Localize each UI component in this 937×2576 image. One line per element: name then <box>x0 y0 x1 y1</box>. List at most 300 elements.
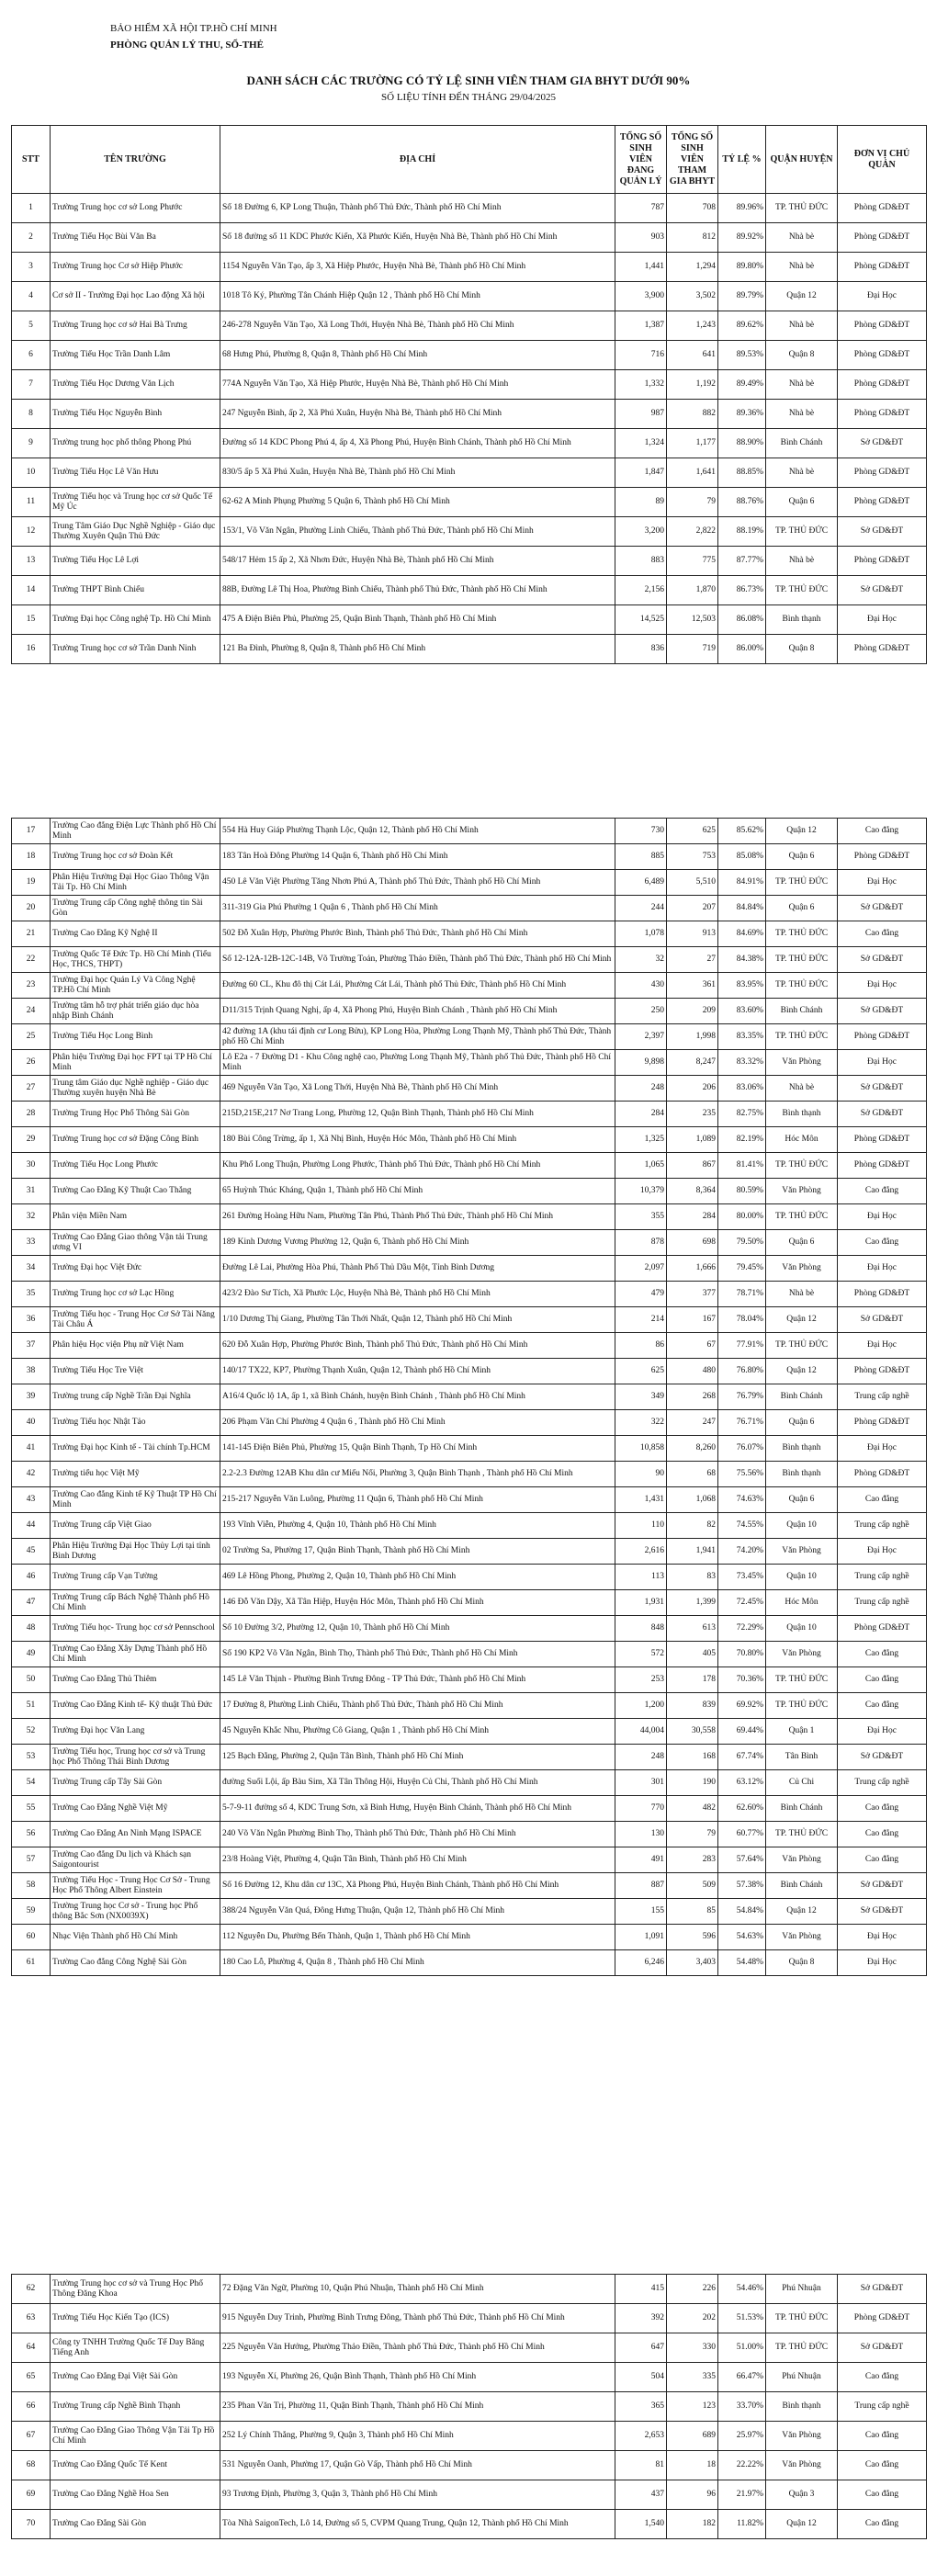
students-enrolled: 330 <box>667 2333 718 2363</box>
header-name: TÊN TRƯỜNG <box>51 126 220 194</box>
school-address: D11/315 Trịnh Quang Nghị, ấp 4, Xã Phong Phú, Huyện Bình Chánh , Thành phố Hồ Chí Minh <box>220 999 615 1024</box>
school-name: Trường Cao Đẳng Kinh tế- Kỹ thuật Thủ Đức <box>51 1693 220 1719</box>
district: Quận 12 <box>766 1899 838 1925</box>
header-unit: ĐƠN VỊ CHỦ QUẢN <box>838 126 927 194</box>
students-managed: 248 <box>615 1076 667 1102</box>
school-name: Trường Trung học cơ sở Đoàn Kết <box>51 844 220 870</box>
row-stt: 32 <box>12 1204 51 1230</box>
school-name: Trường trung cấp Nghề Trần Đại Nghĩa <box>51 1384 220 1410</box>
header-address: ĐỊA CHỈ <box>220 126 615 194</box>
students-enrolled: 641 <box>667 341 718 370</box>
students-managed: 887 <box>615 1873 667 1899</box>
school-address: 02 Trường Sa, Phường 17, Quận Bình Thạnh, Thành phố Hồ Chí Minh <box>220 1539 615 1565</box>
table-row <box>12 2392 927 2422</box>
district: Bình thạnh <box>766 2392 838 2422</box>
participation-rate: 57.38% <box>718 1873 766 1899</box>
school-name: Trường Tiểu Học Trần Danh Lâm <box>51 341 220 370</box>
managing-unit: Cao đẳng <box>838 819 927 844</box>
students-managed: 32 <box>615 947 667 973</box>
row-stt: 69 <box>12 2480 51 2510</box>
district: Văn Phòng <box>766 1256 838 1282</box>
row-stt: 34 <box>12 1256 51 1282</box>
school-address: 225 Nguyễn Văn Hưởng, Phường Thảo Điền, Thành phố Thủ Đức, Thành phố Hồ Chí Minh <box>220 2333 615 2363</box>
table-row <box>12 1076 927 1102</box>
row-stt: 25 <box>12 1024 51 1050</box>
students-managed: 2,653 <box>615 2422 667 2451</box>
school-address: 235 Phan Văn Trị, Phường 11, Quận Bình Thạnh, Thành phố Hồ Chí Minh <box>220 2392 615 2422</box>
students-enrolled: 202 <box>667 2304 718 2333</box>
schools-table-end <box>11 2274 927 2539</box>
row-stt: 16 <box>12 635 51 664</box>
managing-unit: Đại Học <box>838 1719 927 1745</box>
managing-unit: Trung cấp nghề <box>838 1384 927 1410</box>
students-managed: 716 <box>615 341 667 370</box>
school-address: 5-7-9-11 đường số 4, KDC Trung Sơn, xã Bình Hưng, Huyện Bình Chánh, Thành phố Hồ Chí Minh <box>220 1796 615 1822</box>
school-name: Trung tâm Giáo dục Nghề nghiệp - Giáo dục Thường xuyên huyện Nhà Bè <box>51 1076 220 1102</box>
row-stt: 10 <box>12 458 51 488</box>
managing-unit: Đại Học <box>838 1539 927 1565</box>
students-enrolled: 1,941 <box>667 1539 718 1565</box>
table-header <box>12 126 927 194</box>
students-enrolled: 79 <box>667 488 718 517</box>
district: TP. THỦ ĐỨC <box>766 870 838 896</box>
managing-unit: Cao đẳng <box>838 921 927 947</box>
students-enrolled: 913 <box>667 921 718 947</box>
participation-rate: 83.35% <box>718 1024 766 1050</box>
managing-unit: Đại Học <box>838 605 927 635</box>
table-row <box>12 605 927 635</box>
students-enrolled: 753 <box>667 844 718 870</box>
students-managed: 10,379 <box>615 1179 667 1204</box>
table-row <box>12 2422 927 2451</box>
participation-rate: 74.20% <box>718 1539 766 1565</box>
students-enrolled: 698 <box>667 1230 718 1256</box>
students-enrolled: 182 <box>667 2510 718 2539</box>
table-row <box>12 223 927 253</box>
students-managed: 113 <box>615 1565 667 1590</box>
students-managed: 322 <box>615 1410 667 1436</box>
participation-rate: 89.49% <box>718 370 766 400</box>
managing-unit: Trung cấp nghề <box>838 1565 927 1590</box>
table-row <box>12 1847 927 1873</box>
participation-rate: 57.64% <box>718 1847 766 1873</box>
students-managed: 1,540 <box>615 2510 667 2539</box>
managing-unit: Phòng GD&ĐT <box>838 458 927 488</box>
table-row <box>12 1770 927 1796</box>
row-stt: 53 <box>12 1745 51 1770</box>
participation-rate: 89.62% <box>718 311 766 341</box>
students-managed: 903 <box>615 223 667 253</box>
school-name: Trường Tiểu Học Tre Việt <box>51 1359 220 1384</box>
school-address: 93 Trương Định, Phường 3, Quận 3, Thành phố Hồ Chí Minh <box>220 2480 615 2510</box>
students-managed: 1,091 <box>615 1925 667 1950</box>
students-enrolled: 1,192 <box>667 370 718 400</box>
participation-rate: 11.82% <box>718 2510 766 2539</box>
district: Phú Nhuận <box>766 2275 838 2304</box>
students-enrolled: 168 <box>667 1745 718 1770</box>
students-enrolled: 235 <box>667 1102 718 1127</box>
students-enrolled: 2,822 <box>667 517 718 547</box>
students-enrolled: 405 <box>667 1642 718 1667</box>
students-enrolled: 1,089 <box>667 1127 718 1153</box>
school-name: Trường tâm hỗ trợ phát triển giáo dục hòa nhập Bình Chánh <box>51 999 220 1024</box>
school-address: 112 Nguyễn Du, Phường Bến Thành, Quận 1, Thành phố Hồ Chí Minh <box>220 1925 615 1950</box>
school-address: 502 Đỗ Xuân Hợp, Phường Phước Bình, Thành phố Thủ Đức, Thành phố Hồ Chí Minh <box>220 921 615 947</box>
school-address: 180 Cao Lỗ, Phường 4, Quận 8 , Thành phố Hồ Chí Minh <box>220 1950 615 1976</box>
table-row <box>12 1873 927 1899</box>
table-row <box>12 253 927 282</box>
district: Bình Chánh <box>766 429 838 458</box>
managing-unit: Cao đẳng <box>838 2510 927 2539</box>
school-name: Trường Đại học Kinh tế - Tài chính Tp.HCM <box>51 1436 220 1462</box>
students-enrolled: 83 <box>667 1565 718 1590</box>
district: Quận 6 <box>766 844 838 870</box>
managing-unit: Phòng GD&ĐT <box>838 1616 927 1642</box>
students-managed: 250 <box>615 999 667 1024</box>
managing-unit: Cao đẳng <box>838 2451 927 2480</box>
header-enrolled: TỔNG SỐ SINH VIÊN THAM GIA BHYT <box>667 126 718 194</box>
managing-unit: Cao đẳng <box>838 2422 927 2451</box>
students-managed: 81 <box>615 2451 667 2480</box>
students-enrolled: 1,870 <box>667 576 718 605</box>
school-address: Số 190 KP2 Võ Văn Ngân, Bình Thọ, Thành phố Thủ Đức, Thành phố Hồ Chí Minh <box>220 1642 615 1667</box>
students-enrolled: 613 <box>667 1616 718 1642</box>
table-row <box>12 1462 927 1487</box>
students-managed: 572 <box>615 1642 667 1667</box>
school-address: 548/17 Hẻm 15 ấp 2, Xã Nhơn Đức, Huyện Nhà Bè, Thành phố Hồ Chí Minh <box>220 547 615 576</box>
district: Văn Phòng <box>766 1642 838 1667</box>
table-row <box>12 947 927 973</box>
students-enrolled: 867 <box>667 1153 718 1179</box>
participation-rate: 82.19% <box>718 1127 766 1153</box>
table-row <box>12 517 927 547</box>
school-address: 153/1, Võ Văn Ngân, Phường Linh Chiểu, Thành phố Thủ Đức, Thành phố Hồ Chí Minh <box>220 517 615 547</box>
school-address: 423/2 Đào Sư Tích, Xã Phước Lộc, Huyện Nhà Bè, Thành phố Hồ Chí Minh <box>220 1282 615 1307</box>
school-address: 388/24 Nguyễn Văn Quá, Đông Hưng Thuận, Quận 12, Thành phố Hồ Chí Minh <box>220 1899 615 1925</box>
table-row <box>12 1667 927 1693</box>
managing-unit: Sở GD&ĐT <box>838 429 927 458</box>
students-enrolled: 1,068 <box>667 1487 718 1513</box>
school-address: Số 18 Đường 6, KP Long Thuận, Thành phố Thủ Đức, Thành phố Hồ Chí Minh <box>220 194 615 223</box>
school-name: Trường Cao Đẳng Kỹ Nghệ II <box>51 921 220 947</box>
students-managed: 14,525 <box>615 605 667 635</box>
managing-unit: Phòng GD&ĐT <box>838 311 927 341</box>
participation-rate: 89.79% <box>718 282 766 311</box>
district: Văn Phòng <box>766 2422 838 2451</box>
schools-table-continued <box>11 818 927 1976</box>
school-address: 145 Lê Văn Thịnh - Phường Bình Trưng Đông - TP Thủ Đức, Thành phố Hồ Chí Minh <box>220 1667 615 1693</box>
district: TP. THỦ ĐỨC <box>766 194 838 223</box>
participation-rate: 89.80% <box>718 253 766 282</box>
managing-unit: Trung cấp nghề <box>838 1513 927 1539</box>
table-row <box>12 1719 927 1745</box>
district: Nhà bè <box>766 223 838 253</box>
header-district: QUẬN HUYỆN <box>766 126 838 194</box>
table-row <box>12 1256 927 1282</box>
students-managed: 1,431 <box>615 1487 667 1513</box>
table-row <box>12 1513 927 1539</box>
table-row <box>12 2333 927 2363</box>
participation-rate: 33.70% <box>718 2392 766 2422</box>
school-name: Trường Cao đẳng Kinh tế Kỹ Thuật TP Hồ Chí Minh <box>51 1487 220 1513</box>
school-name: Trường Cao Đẳng Sài Gòn <box>51 2510 220 2539</box>
district: Phú Nhuận <box>766 2363 838 2392</box>
school-address: 23/8 Hoàng Việt, Phường 4, Quận Tân Bình, Thành phố Hồ Chí Minh <box>220 1847 615 1873</box>
row-stt: 49 <box>12 1642 51 1667</box>
managing-unit: Phòng GD&ĐT <box>838 1282 927 1307</box>
managing-unit: Đại Học <box>838 282 927 311</box>
students-managed: 883 <box>615 547 667 576</box>
table-row <box>12 2304 927 2333</box>
participation-rate: 88.19% <box>718 517 766 547</box>
row-stt: 22 <box>12 947 51 973</box>
managing-unit: Sở GD&ĐT <box>838 1307 927 1333</box>
students-enrolled: 482 <box>667 1796 718 1822</box>
district: TP. THỦ ĐỨC <box>766 1333 838 1359</box>
students-enrolled: 509 <box>667 1873 718 1899</box>
students-enrolled: 625 <box>667 819 718 844</box>
district: Quận 6 <box>766 1487 838 1513</box>
row-stt: 68 <box>12 2451 51 2480</box>
school-name: Trường Tiểu Học Long Bình <box>51 1024 220 1050</box>
managing-unit: Sở GD&ĐT <box>838 1102 927 1127</box>
table-row <box>12 2480 927 2510</box>
school-name: Trường trung học phổ thông Phong Phú <box>51 429 220 458</box>
school-name: Trường Trung học cơ sở Hai Bà Trưng <box>51 311 220 341</box>
school-address: Số 18 đường số 11 KDC Phước Kiển, Xã Phước Kiển, Huyện Nhà Bè, Thành phố Hồ Chí Minh <box>220 223 615 253</box>
table-row <box>12 1796 927 1822</box>
row-stt: 18 <box>12 844 51 870</box>
managing-unit: Phòng GD&ĐT <box>838 400 927 429</box>
school-name: Cơ sở II - Trường Đại học Lao động Xã hội <box>51 282 220 311</box>
school-address: 215D,215E,217 Nơ Trang Long, Phường 12, Quận Bình Thạnh, Thành phố Hồ Chí Minh <box>220 1102 615 1127</box>
students-enrolled: 8,364 <box>667 1179 718 1204</box>
participation-rate: 69.92% <box>718 1693 766 1719</box>
participation-rate: 84.69% <box>718 921 766 947</box>
participation-rate: 76.07% <box>718 1436 766 1462</box>
row-stt: 47 <box>12 1590 51 1616</box>
school-address: 193 Nguyễn Xí, Phường 26, Quận Bình Thạnh, Thành phố Hồ Chí Minh <box>220 2363 615 2392</box>
managing-unit: Cao đẳng <box>838 1642 927 1667</box>
students-enrolled: 1,998 <box>667 1024 718 1050</box>
table-row <box>12 1822 927 1847</box>
school-address: Số 16 Đường 12, Khu dân cư 13C, Xã Phong Phú, Huyện Bình Chánh, Thành phố Hồ Chí Minh <box>220 1873 615 1899</box>
page-gap <box>0 1984 937 2255</box>
district: Hóc Môn <box>766 1590 838 1616</box>
managing-unit: Sở GD&ĐT <box>838 999 927 1024</box>
school-address: 146 Đỗ Văn Dậy, Xã Tân Hiệp, Huyện Hóc Môn, Thành phố Hồ Chí Minh <box>220 1590 615 1616</box>
students-enrolled: 839 <box>667 1693 718 1719</box>
participation-rate: 80.00% <box>718 1204 766 1230</box>
row-stt: 54 <box>12 1770 51 1796</box>
district: Bình thạnh <box>766 1436 838 1462</box>
managing-unit: Phòng GD&ĐT <box>838 1359 927 1384</box>
row-stt: 8 <box>12 400 51 429</box>
school-address: Đường Lê Lai, Phường Hòa Phú, Thành Phố Thủ Dầu Một, Tỉnh Bình Dương <box>220 1256 615 1282</box>
school-name: Trường Tiểu Học Long Phước <box>51 1153 220 1179</box>
school-name: Trường Cao Đẳng Thủ Thiêm <box>51 1667 220 1693</box>
school-address: 68 Hưng Phú, Phường 8, Quận 8, Thành phố Hồ Chí Minh <box>220 341 615 370</box>
district: Quận 10 <box>766 1565 838 1590</box>
students-managed: 2,097 <box>615 1256 667 1282</box>
district: Quận 8 <box>766 1950 838 1976</box>
school-name: Trường Trung cấp Công nghệ thông tin Sài Gòn <box>51 896 220 921</box>
students-enrolled: 30,558 <box>667 1719 718 1745</box>
participation-rate: 89.92% <box>718 223 766 253</box>
school-address: 1018 Tô Ký, Phường Tân Chánh Hiệp Quận 12 , Thành phố Hồ Chí Minh <box>220 282 615 311</box>
district: TP. THỦ ĐỨC <box>766 2304 838 2333</box>
participation-rate: 78.04% <box>718 1307 766 1333</box>
students-managed: 3,900 <box>615 282 667 311</box>
students-managed: 392 <box>615 2304 667 2333</box>
managing-unit: Phòng GD&ĐT <box>838 1024 927 1050</box>
school-address: 554 Hà Huy Giáp Phường Thạnh Lộc, Quận 12, Thành phố Hồ Chí Minh <box>220 819 615 844</box>
row-stt: 23 <box>12 973 51 999</box>
district: Nhà bè <box>766 1076 838 1102</box>
managing-unit: Sở GD&ĐT <box>838 1873 927 1899</box>
school-name: Trường Trung học cơ sở Long Phước <box>51 194 220 223</box>
row-stt: 57 <box>12 1847 51 1873</box>
students-managed: 1,078 <box>615 921 667 947</box>
school-address: Đường 60 CL, Khu đô thị Cát Lái, Phường Cát Lái, Thành phố Thủ Đức, Thành phố Hồ Chí Minh <box>220 973 615 999</box>
students-managed: 214 <box>615 1307 667 1333</box>
table-row <box>12 488 927 517</box>
school-name: Trường THPT Bình Chiểu <box>51 576 220 605</box>
participation-rate: 83.32% <box>718 1050 766 1076</box>
row-stt: 4 <box>12 282 51 311</box>
students-managed: 110 <box>615 1513 667 1539</box>
table-row <box>12 1950 927 1976</box>
students-enrolled: 82 <box>667 1513 718 1539</box>
district: Quận 6 <box>766 896 838 921</box>
participation-rate: 83.60% <box>718 999 766 1024</box>
school-name: Trường Cao đẳng Du lịch và Khách sạn Saigontourist <box>51 1847 220 1873</box>
managing-unit: Sở GD&ĐT <box>838 576 927 605</box>
school-name: Phân hiệu Trường Đại học FPT tại TP Hồ Chí Minh <box>51 1050 220 1076</box>
managing-unit: Trung cấp nghề <box>838 1770 927 1796</box>
district: Nhà bè <box>766 311 838 341</box>
district: Quận 12 <box>766 819 838 844</box>
school-address: 140/17 TX22, KP7, Phường Thạnh Xuân, Quận 12, Thành phố Hồ Chí Minh <box>220 1359 615 1384</box>
row-stt: 44 <box>12 1513 51 1539</box>
table-row <box>12 973 927 999</box>
row-stt: 33 <box>12 1230 51 1256</box>
participation-rate: 72.29% <box>718 1616 766 1642</box>
district: Nhà bè <box>766 400 838 429</box>
district: Bình Chánh <box>766 999 838 1024</box>
row-stt: 13 <box>12 547 51 576</box>
students-enrolled: 207 <box>667 896 718 921</box>
students-managed: 9,898 <box>615 1050 667 1076</box>
school-address: 469 Nguyễn Văn Tạo, Xã Long Thới, Huyện Nhà Bè, Thành phố Hồ Chí Minh <box>220 1076 615 1102</box>
students-managed: 6,246 <box>615 1950 667 1976</box>
school-name: Trường Tiểu học và Trung học cơ sở Quốc Tế Mỹ Úc <box>51 488 220 517</box>
table-row <box>12 1899 927 1925</box>
district: Văn Phòng <box>766 1179 838 1204</box>
students-managed: 430 <box>615 973 667 999</box>
school-name: Trường Trung cấp Việt Giao <box>51 1513 220 1539</box>
district: Quận 10 <box>766 1616 838 1642</box>
students-managed: 89 <box>615 488 667 517</box>
participation-rate: 21.97% <box>718 2480 766 2510</box>
school-name: Trường Tiểu Học - Trung Học Cơ Sở - Trung Học Phổ Thông Albert Einstein <box>51 1873 220 1899</box>
school-address: 65 Huỳnh Thúc Kháng, Quận 1, Thành phố Hồ Chí Minh <box>220 1179 615 1204</box>
students-managed: 6,489 <box>615 870 667 896</box>
students-enrolled: 3,403 <box>667 1950 718 1976</box>
school-address: 141-145 Điện Biên Phủ, Phường 15, Quận Bình Thạnh, Tp Hồ Chí Minh <box>220 1436 615 1462</box>
school-name: Trường Cao Đẳng Giao thông Vận tải Trung ương VI <box>51 1230 220 1256</box>
table-row <box>12 400 927 429</box>
district: Văn Phòng <box>766 2451 838 2480</box>
district: TP. THỦ ĐỨC <box>766 1204 838 1230</box>
participation-rate: 54.46% <box>718 2275 766 2304</box>
school-address: 774A Nguyễn Văn Tạo, Xã Hiệp Phước, Huyện Nhà Bè, Thành phố Hồ Chí Minh <box>220 370 615 400</box>
participation-rate: 76.80% <box>718 1359 766 1384</box>
school-name: Trường Trung học cơ sở Lạc Hồng <box>51 1282 220 1307</box>
school-name: Trường Tiểu học - Trung Học Cơ Sở Tài Năng Tài Châu Á <box>51 1307 220 1333</box>
school-address: 311-319 Gia Phú Phường 1 Quận 6 , Thành phố Hồ Chí Minh <box>220 896 615 921</box>
document-title: DANH SÁCH CÁC TRƯỜNG CÓ TỶ LỆ SINH VIÊN THAM GIA BHYT DƯỚI 90% <box>246 73 691 87</box>
managing-unit: Cao đẳng <box>838 1822 927 1847</box>
row-stt: 61 <box>12 1950 51 1976</box>
students-enrolled: 719 <box>667 635 718 664</box>
participation-rate: 77.91% <box>718 1333 766 1359</box>
table-row <box>12 1127 927 1153</box>
row-stt: 39 <box>12 1384 51 1410</box>
school-name: Trường Trung học Cơ sở Hiệp Phước <box>51 253 220 282</box>
students-enrolled: 775 <box>667 547 718 576</box>
students-managed: 1,324 <box>615 429 667 458</box>
managing-unit: Đại Học <box>838 1950 927 1976</box>
participation-rate: 80.59% <box>718 1179 766 1204</box>
district: Văn Phòng <box>766 1925 838 1950</box>
managing-unit: Trung cấp nghề <box>838 2392 927 2422</box>
table-row <box>12 2363 927 2392</box>
district: Tân Bình <box>766 1745 838 1770</box>
students-managed: 284 <box>615 1102 667 1127</box>
district: Quận 6 <box>766 1410 838 1436</box>
students-enrolled: 79 <box>667 1822 718 1847</box>
students-managed: 647 <box>615 2333 667 2363</box>
district: Nhà bè <box>766 253 838 282</box>
district: Quận 8 <box>766 635 838 664</box>
school-name: Trường Đại học Quản Lý Và Công Nghệ TP.Hồ Chí Minh <box>51 973 220 999</box>
students-managed: 248 <box>615 1745 667 1770</box>
row-stt: 26 <box>12 1050 51 1076</box>
district: Văn Phòng <box>766 1539 838 1565</box>
managing-unit: Sở GD&ĐT <box>838 1076 927 1102</box>
table-row <box>12 1179 927 1204</box>
school-name: Phân hiệu Học viện Phụ nữ Việt Nam <box>51 1333 220 1359</box>
document-page-2 <box>0 749 937 1984</box>
page-gap <box>0 675 937 749</box>
students-enrolled: 1,399 <box>667 1590 718 1616</box>
document-subtitle: SỐ LIỆU TÍNH ĐẾN THÁNG 29/04/2025 <box>381 92 556 103</box>
district: TP. THỦ ĐỨC <box>766 1153 838 1179</box>
students-enrolled: 206 <box>667 1076 718 1102</box>
participation-rate: 70.80% <box>718 1642 766 1667</box>
district: Quận 6 <box>766 1230 838 1256</box>
school-address: 180 Bùi Công Trừng, ấp 1, Xã Nhị Bình, Huyện Hóc Môn, Thành phố Hồ Chí Minh <box>220 1127 615 1153</box>
school-address: Lô E2a - 7 Đường D1 - Khu Công nghệ cao, Phường Long Thạnh Mỹ, Thành phố Thủ Đức, Thành phố Hồ Chí Minh <box>220 1050 615 1076</box>
school-address: 193 Vĩnh Viễn, Phường 4, Quận 10, Thành phố Hồ Chí Minh <box>220 1513 615 1539</box>
managing-unit: Cao đẳng <box>838 2363 927 2392</box>
managing-unit: Phòng GD&ĐT <box>838 488 927 517</box>
schools-table <box>11 125 927 664</box>
district: Bình Chánh <box>766 1796 838 1822</box>
students-enrolled: 18 <box>667 2451 718 2480</box>
participation-rate: 89.96% <box>718 194 766 223</box>
